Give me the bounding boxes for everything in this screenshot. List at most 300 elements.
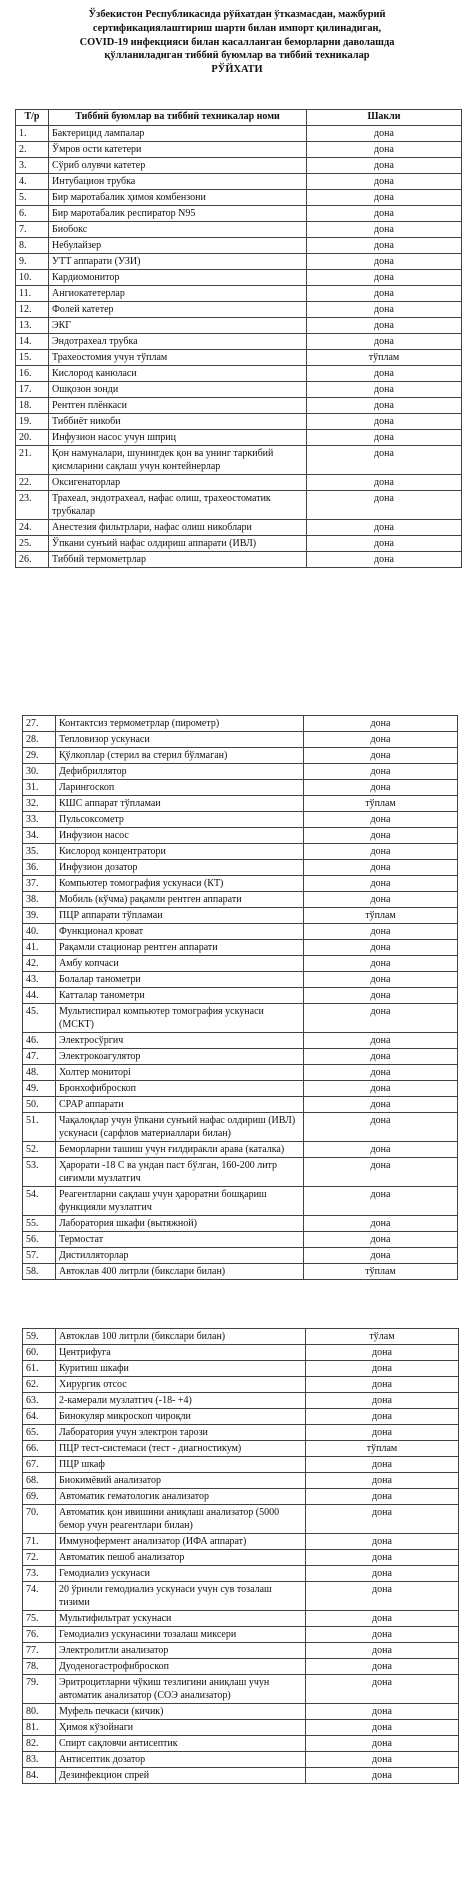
item-unit: дона [304, 924, 458, 940]
table-row [23, 1393, 459, 1409]
item-number: 69. [23, 1489, 56, 1505]
item-unit: дона [306, 1393, 459, 1409]
item-number: 73. [23, 1566, 56, 1582]
table-row [23, 1768, 459, 1784]
item-unit: дона [304, 876, 458, 892]
table-row [16, 253, 462, 269]
table-row [16, 397, 462, 413]
list-section-1 [15, 109, 461, 568]
item-number: 6. [16, 205, 49, 221]
item-name: Эндотрахеал трубка [49, 333, 307, 349]
table-row [23, 1158, 458, 1187]
header-line-3: COVID-19 инфекцияси билан касалланган беморларни даволашда [79, 36, 395, 48]
item-number: 40. [23, 924, 56, 940]
table-row [23, 1329, 459, 1345]
item-unit: дона [307, 519, 462, 535]
item-number: 72. [23, 1550, 56, 1566]
item-number: 71. [23, 1534, 56, 1550]
item-unit: дона [304, 716, 458, 732]
item-number: 33. [23, 812, 56, 828]
item-name: Тепловизор ускунаси [56, 732, 304, 748]
item-unit: дона [307, 269, 462, 285]
item-name: Тиббий термометрлар [49, 551, 307, 567]
item-name: Небулайзер [49, 237, 307, 253]
items-table [22, 1328, 459, 1784]
item-number: 78. [23, 1659, 56, 1675]
item-name: Биобокс [49, 221, 307, 237]
item-name: Хирургик отсос [56, 1377, 306, 1393]
item-number: 19. [16, 413, 49, 429]
item-number: 31. [23, 780, 56, 796]
item-unit: тўплам [304, 1264, 458, 1280]
item-name: Инфузион насос [56, 828, 304, 844]
item-number: 47. [23, 1049, 56, 1065]
item-unit: дона [304, 1004, 458, 1033]
item-name: Бронхофиброскоп [56, 1081, 304, 1097]
item-unit: дона [304, 764, 458, 780]
item-number: 77. [23, 1643, 56, 1659]
item-unit: дона [304, 780, 458, 796]
item-name: Катталар танометри [56, 988, 304, 1004]
item-number: 29. [23, 748, 56, 764]
table-row [16, 141, 462, 157]
item-name: Лаборатория шкафи (вытяжной) [56, 1216, 304, 1232]
item-name: Бинокуляр микроскоп чироқли [56, 1409, 306, 1425]
item-name: Беморларни ташиш учун ғилдиракли арава (каталка) [56, 1142, 304, 1158]
table-row [16, 519, 462, 535]
item-number: 23. [16, 490, 49, 519]
table-row [23, 1473, 459, 1489]
item-number: 39. [23, 908, 56, 924]
table-row [23, 1264, 458, 1280]
item-number: 15. [16, 349, 49, 365]
table-row [16, 269, 462, 285]
item-name: ЭКГ [49, 317, 307, 333]
item-unit: дона [307, 413, 462, 429]
item-unit: дона [306, 1736, 459, 1752]
item-number: 54. [23, 1187, 56, 1216]
table-row [23, 1534, 459, 1550]
item-unit: дона [304, 1065, 458, 1081]
item-unit: дона [307, 205, 462, 221]
table-row [23, 716, 458, 732]
item-unit: дона [307, 301, 462, 317]
item-unit: дона [306, 1720, 459, 1736]
item-name: Ларингоскоп [56, 780, 304, 796]
item-unit: дона [304, 972, 458, 988]
table-row [16, 429, 462, 445]
item-name: Бир маротабалик респиратор N95 [49, 205, 307, 221]
item-name: Электролитли анализатор [56, 1643, 306, 1659]
item-name: Реагентларни сақлаш учун ҳароратни бошқариш функцияли музлатгич [56, 1187, 304, 1216]
item-unit: тўплам [304, 796, 458, 812]
table-row [16, 157, 462, 173]
item-number: 4. [16, 173, 49, 189]
item-number: 82. [23, 1736, 56, 1752]
item-unit: дона [307, 445, 462, 474]
item-unit: дона [304, 1081, 458, 1097]
item-unit: дона [304, 812, 458, 828]
table-row [23, 972, 458, 988]
column-header-unit: Шакли [307, 110, 462, 126]
table-row [23, 748, 458, 764]
item-name: Дезинфекцион спрей [56, 1768, 306, 1784]
item-name: Дефибриллятор [56, 764, 304, 780]
table-row [23, 1752, 459, 1768]
item-unit: дона [304, 1216, 458, 1232]
table-row [16, 349, 462, 365]
item-number: 70. [23, 1505, 56, 1534]
item-name: Кислород канюласи [49, 365, 307, 381]
item-name: ПЦР аппарати тўпламаи [56, 908, 304, 924]
item-unit: дона [304, 732, 458, 748]
item-unit: дона [306, 1457, 459, 1473]
table-row [16, 205, 462, 221]
item-unit: дона [306, 1643, 459, 1659]
item-number: 65. [23, 1425, 56, 1441]
item-name: Болалар танометри [56, 972, 304, 988]
item-unit: дона [306, 1768, 459, 1784]
item-name: Автоклав 100 литрли (бикслари билан) [56, 1329, 306, 1345]
table-row [23, 1550, 459, 1566]
table-row [23, 1081, 458, 1097]
item-name: УТТ аппарати (УЗИ) [49, 253, 307, 269]
table-row [23, 1377, 459, 1393]
item-unit: дона [307, 253, 462, 269]
table-row [23, 1566, 459, 1582]
item-unit: дона [306, 1675, 459, 1704]
table-row [23, 1643, 459, 1659]
item-unit: дона [306, 1752, 459, 1768]
table-row [23, 876, 458, 892]
table-row [23, 940, 458, 956]
item-unit: дона [306, 1627, 459, 1643]
item-number: 9. [16, 253, 49, 269]
table-row [23, 1049, 458, 1065]
table-row [16, 413, 462, 429]
item-number: 60. [23, 1345, 56, 1361]
item-unit: дона [304, 1049, 458, 1065]
item-unit: дона [307, 365, 462, 381]
item-name: Автоклав 400 литрли (бикслари билан) [56, 1264, 304, 1280]
item-unit: дона [307, 381, 462, 397]
item-number: 41. [23, 940, 56, 956]
item-number: 56. [23, 1232, 56, 1248]
item-unit: дона [306, 1534, 459, 1550]
item-number: 10. [16, 269, 49, 285]
table-row [23, 1065, 458, 1081]
item-unit: дона [306, 1345, 459, 1361]
item-unit: дона [306, 1409, 459, 1425]
item-name: Автоматик пешоб анализатор [56, 1550, 306, 1566]
item-name: Холтер мониторi [56, 1065, 304, 1081]
item-unit: дона [306, 1505, 459, 1534]
item-name: Дуоденогастрофиброскоп [56, 1659, 306, 1675]
item-name: Анестезия фильтрлари, нафас олиш никоблари [49, 519, 307, 535]
table-row [23, 1232, 458, 1248]
item-number: 12. [16, 301, 49, 317]
item-number: 74. [23, 1582, 56, 1611]
table-row [16, 381, 462, 397]
item-unit: дона [307, 285, 462, 301]
item-name: Бактерицид лампалар [49, 125, 307, 141]
item-number: 50. [23, 1097, 56, 1113]
table-row [16, 125, 462, 141]
item-unit: тўплам [307, 349, 462, 365]
item-unit: дона [304, 748, 458, 764]
item-name: Функционал кроват [56, 924, 304, 940]
item-number: 38. [23, 892, 56, 908]
item-name: Фолей катетер [49, 301, 307, 317]
item-name: Гемодиализ ускунаси [56, 1566, 306, 1582]
item-name: Инфузион дозатор [56, 860, 304, 876]
item-unit: дона [304, 828, 458, 844]
item-number: 17. [16, 381, 49, 397]
table-row [16, 490, 462, 519]
item-number: 84. [23, 1768, 56, 1784]
item-name: Мультифильтрат ускунаси [56, 1611, 306, 1627]
item-name: Биокимёвий анализатор [56, 1473, 306, 1489]
item-name: Лаборатория учун электрон тарози [56, 1425, 306, 1441]
item-number: 63. [23, 1393, 56, 1409]
item-number: 8. [16, 237, 49, 253]
item-number: 3. [16, 157, 49, 173]
item-number: 26. [16, 551, 49, 567]
item-number: 67. [23, 1457, 56, 1473]
item-name: Инфузион насос учун шприц [49, 429, 307, 445]
item-unit: дона [307, 125, 462, 141]
item-number: 61. [23, 1361, 56, 1377]
table-row [23, 1627, 459, 1643]
item-unit: дона [306, 1473, 459, 1489]
item-name: Ошқозон зонди [49, 381, 307, 397]
item-name: Қўлкоплар (стерил ва стерил бўлмаган) [56, 748, 304, 764]
item-name: Кислород концентратори [56, 844, 304, 860]
table-row [16, 237, 462, 253]
item-unit: дона [304, 1097, 458, 1113]
table-row [23, 764, 458, 780]
item-unit: дона [304, 1142, 458, 1158]
table-row [23, 1361, 459, 1377]
table-row [16, 445, 462, 474]
list-section-2 [22, 715, 457, 1280]
item-unit: дона [307, 490, 462, 519]
item-number: 16. [16, 365, 49, 381]
item-number: 37. [23, 876, 56, 892]
table-row [23, 844, 458, 860]
item-number: 36. [23, 860, 56, 876]
item-unit: дона [307, 474, 462, 490]
items-table [15, 109, 462, 568]
item-number: 13. [16, 317, 49, 333]
item-number: 43. [23, 972, 56, 988]
item-number: 83. [23, 1752, 56, 1768]
item-name: Бир маротабалик ҳимоя комбензони [49, 189, 307, 205]
item-name: Қон намуналари, шунингдек қон ва унинг таркибий қисмларини сақлаш учун контейнерлар [49, 445, 307, 474]
item-unit: дона [306, 1704, 459, 1720]
item-number: 58. [23, 1264, 56, 1280]
item-name: Иммунофермент анализатор (ИФА аппарат) [56, 1534, 306, 1550]
item-unit: дона [306, 1582, 459, 1611]
table-row [23, 732, 458, 748]
table-row [23, 1457, 459, 1473]
item-name: Трахеал, эндотрахеал, нафас олиш, трахеостоматик трубкалар [49, 490, 307, 519]
item-name: Дистилляторлар [56, 1248, 304, 1264]
item-unit: дона [304, 956, 458, 972]
item-unit: дона [307, 157, 462, 173]
item-unit: дона [307, 237, 462, 253]
item-number: 49. [23, 1081, 56, 1097]
item-name: Термостат [56, 1232, 304, 1248]
item-name: Гемодиализ ускунасини тозалаш миксери [56, 1627, 306, 1643]
table-row [23, 1113, 458, 1142]
item-name: Антисептик дозатор [56, 1752, 306, 1768]
item-unit: дона [307, 429, 462, 445]
item-unit: дона [304, 1187, 458, 1216]
item-name: Автоматик қон ивишини аниқлаш анализатор (5000 бемор учун реагентлари билан) [56, 1505, 306, 1534]
item-number: 27. [23, 716, 56, 732]
item-unit: тўплам [306, 1441, 459, 1457]
item-number: 14. [16, 333, 49, 349]
item-name: КШС аппарат тўпламаи [56, 796, 304, 812]
table-row [23, 908, 458, 924]
item-unit: дона [306, 1550, 459, 1566]
item-number: 25. [16, 535, 49, 551]
item-unit: дона [304, 892, 458, 908]
table-row [16, 189, 462, 205]
item-unit: дона [307, 173, 462, 189]
item-number: 45. [23, 1004, 56, 1033]
list-section-3 [22, 1328, 458, 1784]
table-row [23, 1582, 459, 1611]
item-name: Куритиш шкафи [56, 1361, 306, 1377]
item-name: Трахеостомия учун тўплам [49, 349, 307, 365]
item-name: Сўриб олувчи катетер [49, 157, 307, 173]
header-line-2: сертификациялаштириш шарти билан импорт қилинадиган, [92, 22, 382, 34]
item-number: 59. [23, 1329, 56, 1345]
table-row [23, 1675, 459, 1704]
item-name: Рақамли стационар рентген аппарати [56, 940, 304, 956]
item-name: Компьютер томография ускунаси (КТ) [56, 876, 304, 892]
column-header-number: Т/р [16, 110, 49, 126]
item-number: 18. [16, 397, 49, 413]
item-number: 35. [23, 844, 56, 860]
item-number: 48. [23, 1065, 56, 1081]
item-unit: дона [304, 1248, 458, 1264]
table-row [16, 317, 462, 333]
table-row [23, 1187, 458, 1216]
item-name: Ҳарорати -18 С ва ундан паст бўлган, 160-200 литр сиғимли музлатгич [56, 1158, 304, 1187]
item-number: 51. [23, 1113, 56, 1142]
item-unit: дона [306, 1361, 459, 1377]
table-row [16, 285, 462, 301]
table-row [23, 1505, 459, 1534]
table-row [23, 860, 458, 876]
item-number: 42. [23, 956, 56, 972]
item-number: 57. [23, 1248, 56, 1264]
table-row [23, 1142, 458, 1158]
table-row [23, 1720, 459, 1736]
table-row [23, 1441, 459, 1457]
table-row [23, 780, 458, 796]
item-name: Тиббиёт никоби [49, 413, 307, 429]
item-name: Электрокоагулятор [56, 1049, 304, 1065]
item-number: 28. [23, 732, 56, 748]
item-name: Чақалоқлар учун ўпкани сунъий нафас олдириш (ИВЛ) ускунаси (сарфлов материаллари билан) [56, 1113, 304, 1142]
item-unit: дона [306, 1377, 459, 1393]
item-number: 68. [23, 1473, 56, 1489]
item-name: ПЦР тест-системаси (тест - диагностикум) [56, 1441, 306, 1457]
table-row [23, 796, 458, 812]
item-unit: дона [304, 860, 458, 876]
item-unit: дона [307, 317, 462, 333]
item-number: 34. [23, 828, 56, 844]
item-unit: дона [306, 1425, 459, 1441]
item-unit: дона [306, 1659, 459, 1675]
table-row [23, 1611, 459, 1627]
table-row [23, 892, 458, 908]
item-name: Центрифуга [56, 1345, 306, 1361]
item-unit: дона [307, 221, 462, 237]
item-number: 53. [23, 1158, 56, 1187]
item-name: Муфель печкаси (кичик) [56, 1704, 306, 1720]
item-unit: дона [304, 988, 458, 1004]
item-number: 46. [23, 1033, 56, 1049]
item-unit: дона [304, 844, 458, 860]
item-number: 30. [23, 764, 56, 780]
item-unit: дона [304, 940, 458, 956]
item-number: 2. [16, 141, 49, 157]
item-name: Ҳимоя кўзойнаги [56, 1720, 306, 1736]
item-number: 66. [23, 1441, 56, 1457]
item-unit: дона [306, 1566, 459, 1582]
item-number: 80. [23, 1704, 56, 1720]
item-name: Ўмров ости катетери [49, 141, 307, 157]
table-row [23, 812, 458, 828]
item-name: Интубацион трубка [49, 173, 307, 189]
table-row [23, 1425, 459, 1441]
item-name: Контактсиз термометрлар (пирометр) [56, 716, 304, 732]
item-number: 75. [23, 1611, 56, 1627]
table-row [23, 1033, 458, 1049]
table-row [23, 1736, 459, 1752]
item-name: Электросўргич [56, 1033, 304, 1049]
item-name: Мобиль (кўчма) рақамли рентген аппарати [56, 892, 304, 908]
header-line-4: қўлланиладиган тиббий буюмлар ва тиббий техникалар [104, 50, 370, 62]
table-row [23, 988, 458, 1004]
item-name: Оксигенаторлар [49, 474, 307, 490]
table-row [23, 1004, 458, 1033]
item-number: 1. [16, 125, 49, 141]
item-number: 24. [16, 519, 49, 535]
item-name: CPAP аппарати [56, 1097, 304, 1113]
item-unit: тўлам [306, 1329, 459, 1345]
item-unit: дона [304, 1158, 458, 1187]
item-number: 55. [23, 1216, 56, 1232]
item-number: 62. [23, 1377, 56, 1393]
item-name: Автоматик гематологик анализатор [56, 1489, 306, 1505]
item-name: Мультиспирал компьютер томография ускунаси (МСКТ) [56, 1004, 304, 1033]
items-table [22, 715, 458, 1280]
item-number: 21. [16, 445, 49, 474]
table-row [16, 301, 462, 317]
item-name: Ўпкани сунъий нафас олдириш аппарати (ИВЛ) [49, 535, 307, 551]
table-header-row [16, 110, 462, 126]
item-name: ПЦР шкаф [56, 1457, 306, 1473]
header-line-1: Ўзбекистон Республикасида рўйхатдан ўтказмасдан, мажбурий [88, 9, 386, 20]
item-name: Амбу копчаси [56, 956, 304, 972]
document-header [0, 8, 474, 77]
